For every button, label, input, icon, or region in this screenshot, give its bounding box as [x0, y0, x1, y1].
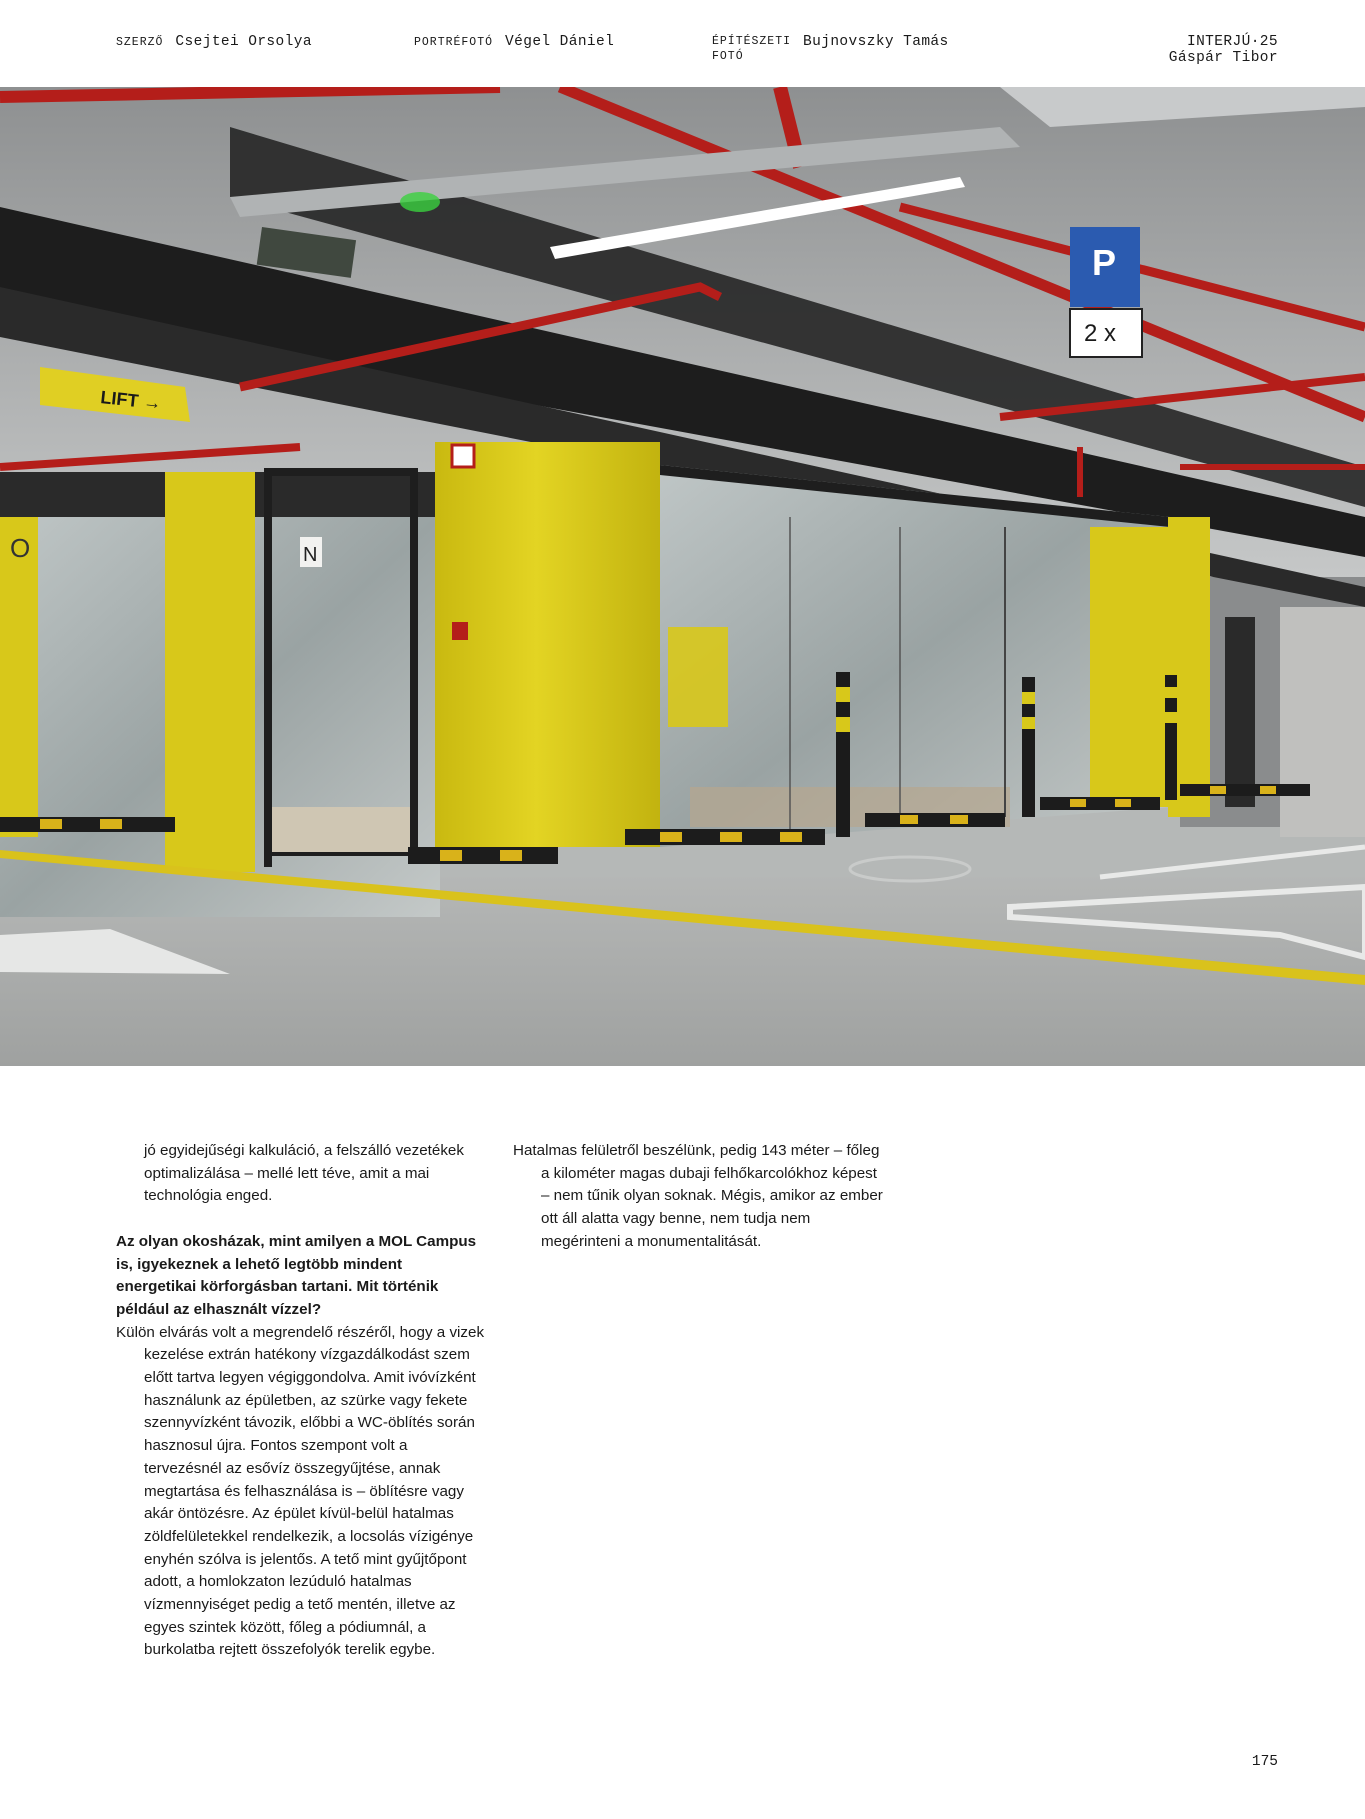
svg-text:2 x: 2 x: [1084, 320, 1117, 347]
text-column-right: [513, 1140, 883, 1254]
author-name: Csejtei Orsolya: [175, 34, 312, 50]
paragraph-continued: jó egyidejűségi kalkuláció, a felszálló vezetékek optimalizálása – mellé lett téve, amit a mai technológia enged.: [144, 1142, 464, 1205]
page-number: 175: [1251, 1754, 1278, 1770]
svg-text:O: O: [10, 533, 31, 563]
arch-credit: [712, 34, 949, 64]
svg-text:LIFT →: LIFT →: [99, 387, 163, 414]
interview-question: Az olyan okosházak, mint amilyen a MOL Campus is, igyekeznek a lehető legtöbb mindent energetikai körforgásban tartani. Mit történik például az elhasznált vízzel?: [116, 1232, 477, 1318]
answer-paragraph: Külön elvárás volt a megrendelő részéről, hogy a vizek kezelése extrán hatékony vízgazdálkodást szem előtt tartva legyen végiggondolva. Amit ivóvízként használunk az épületben, az szürke vagy fekete szennyvízként távozik, előbbi a WC-öblítés során hasznosul újra. Fontos szempont volt a tervezésnél az esővíz összegyűjtése, annak megtartása és felhasználása is – öblítésre vagy akár öntözésre. Az épület kívül-belül hatalmas zöldfelületekkel rendelkezik, a locsolás vízigénye enyhén szólva is jelentős. A tető mint gyűjtőpont adott, a homlokzaton lezúduló hatalmas vízmennyiséget pedig a tető mentén, illetve az egyes szintek között, főleg a pódiumnál, a burkolatba rejtett összefolyók terelik egybe.: [116, 1323, 485, 1659]
text-column-left: [116, 1140, 486, 1662]
author-credit: [116, 34, 312, 51]
section-info: [1169, 34, 1278, 66]
section-label: INTERJÚ·25: [1186, 34, 1278, 50]
parking-garage-photo: [0, 87, 1365, 1066]
page-header: [116, 34, 1278, 74]
interview-subject: Gáspár Tibor: [1168, 50, 1278, 66]
svg-text:N: N: [303, 544, 318, 566]
portrait-credit: [414, 34, 614, 51]
svg-text:P: P: [1092, 242, 1117, 283]
arch-label-1: ÉPÍTÉSZETI: [712, 35, 792, 48]
portrait-label: PORTRÉFOTÓ: [414, 36, 494, 49]
author-label: SZERZŐ: [116, 36, 164, 49]
parking-sign: [1070, 227, 1142, 357]
answer-paragraph-2: Hatalmas felületről beszélünk, pedig 143 méter – főleg a kilométer magas dubaji felhőkarcolókhoz képest – nem tűnik olyan soknak. Mégis, amikor az ember ott áll alatta vagy benne, nem tudja nem megérinteni a monumentalitását.: [513, 1142, 883, 1250]
portrait-name: Végel Dániel: [505, 34, 615, 50]
arch-name: Bujnovszky Tamás: [803, 34, 949, 50]
arch-label-2: FOTÓ: [712, 50, 744, 63]
